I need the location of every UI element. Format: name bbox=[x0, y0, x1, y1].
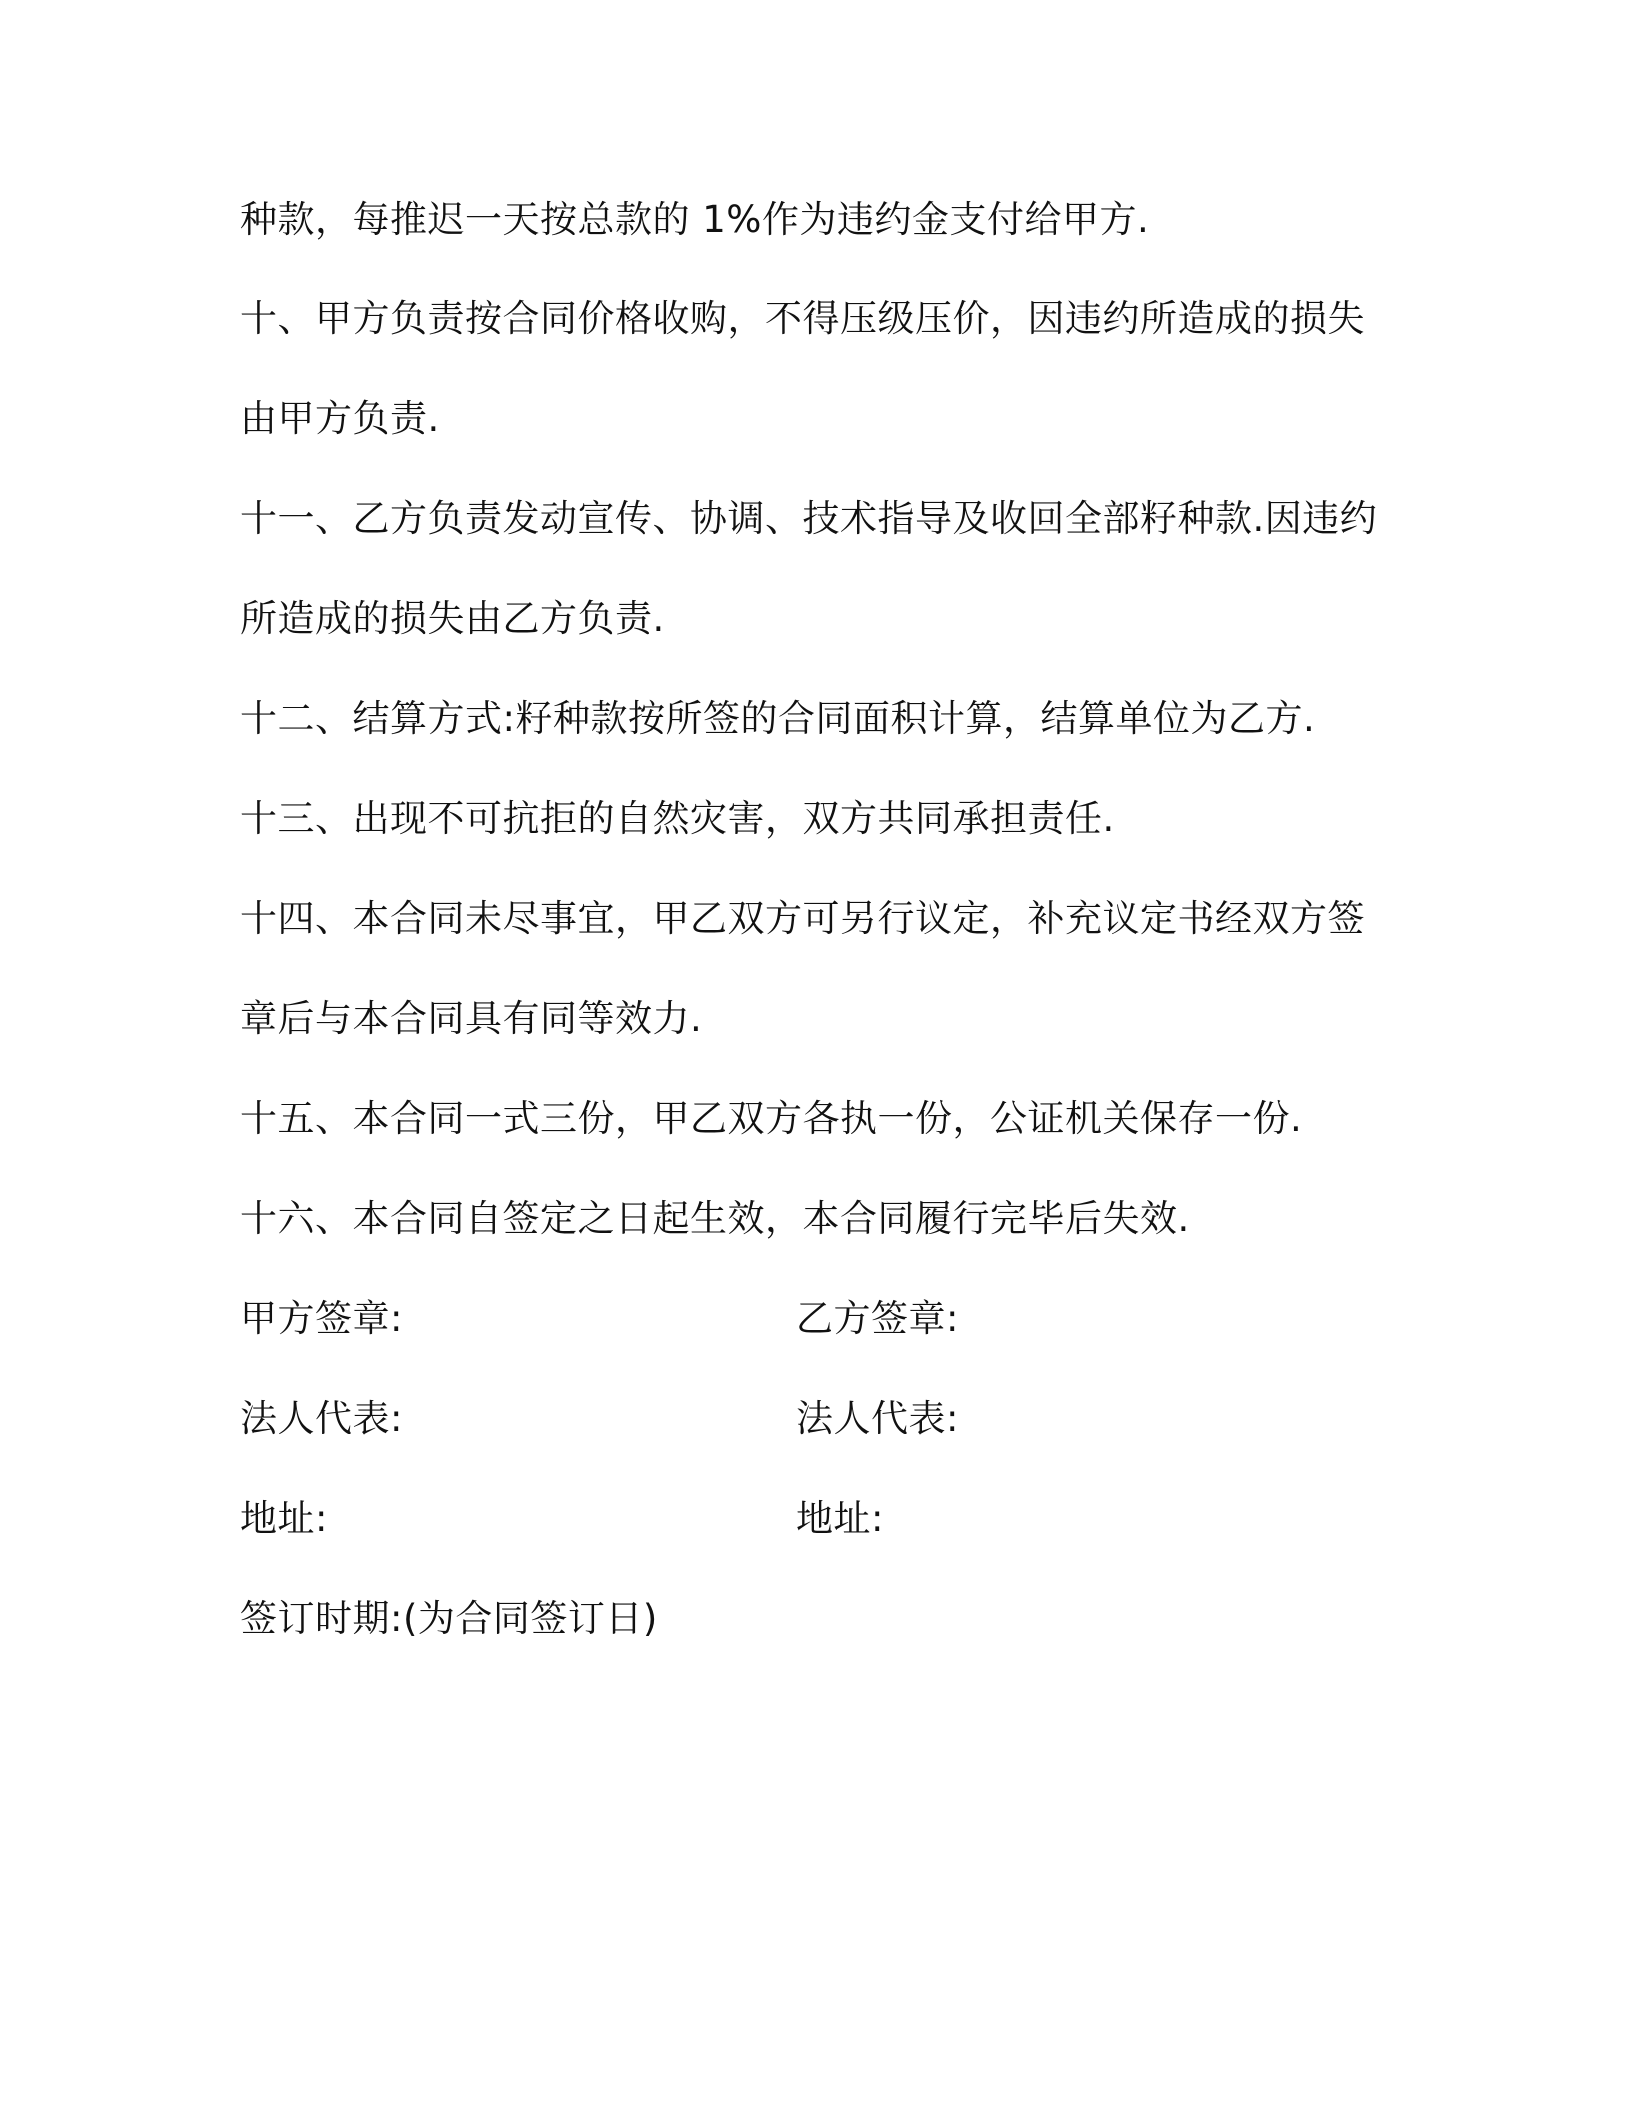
sign-date-label: 签订时期:(为合同签订日) bbox=[240, 1597, 658, 1640]
clause-10-line-2: 由甲方负责. bbox=[240, 397, 440, 440]
party-b-legal-rep-label: 法人代表: bbox=[796, 1397, 959, 1440]
clause-9-continuation: 种款，每推迟一天按总款的 1%作为违约金支付给甲方. bbox=[240, 198, 1150, 241]
party-a-legal-rep-label: 法人代表: bbox=[240, 1397, 403, 1440]
party-b-address-label: 地址: bbox=[796, 1497, 884, 1540]
clause-11-line-1: 十一、乙方负责发动宣传、协调、技术指导及收回全部籽种款.因违约 bbox=[240, 497, 1378, 540]
clause-11-line-2: 所造成的损失由乙方负责. bbox=[240, 597, 665, 640]
party-a-address-label: 地址: bbox=[240, 1497, 328, 1540]
party-a-seal-label: 甲方签章: bbox=[240, 1297, 403, 1340]
clause-12: 十二、结算方式:籽种款按所签的合同面积计算，结算单位为乙方. bbox=[240, 697, 1316, 740]
clause-13: 十三、出现不可抗拒的自然灾害，双方共同承担责任. bbox=[240, 797, 1115, 840]
clause-14-line-2: 章后与本合同具有同等效力. bbox=[240, 997, 703, 1040]
clause-10-line-1: 十、甲方负责按合同价格收购，不得压级压价，因违约所造成的损失 bbox=[240, 297, 1365, 340]
clause-14-line-1: 十四、本合同未尽事宜，甲乙双方可另行议定，补充议定书经双方签 bbox=[240, 897, 1365, 940]
party-b-seal-label: 乙方签章: bbox=[796, 1297, 959, 1340]
clause-15: 十五、本合同一式三份，甲乙双方各执一份，公证机关保存一份. bbox=[240, 1097, 1303, 1140]
clause-16: 十六、本合同自签定之日起生效，本合同履行完毕后失效. bbox=[240, 1197, 1190, 1240]
